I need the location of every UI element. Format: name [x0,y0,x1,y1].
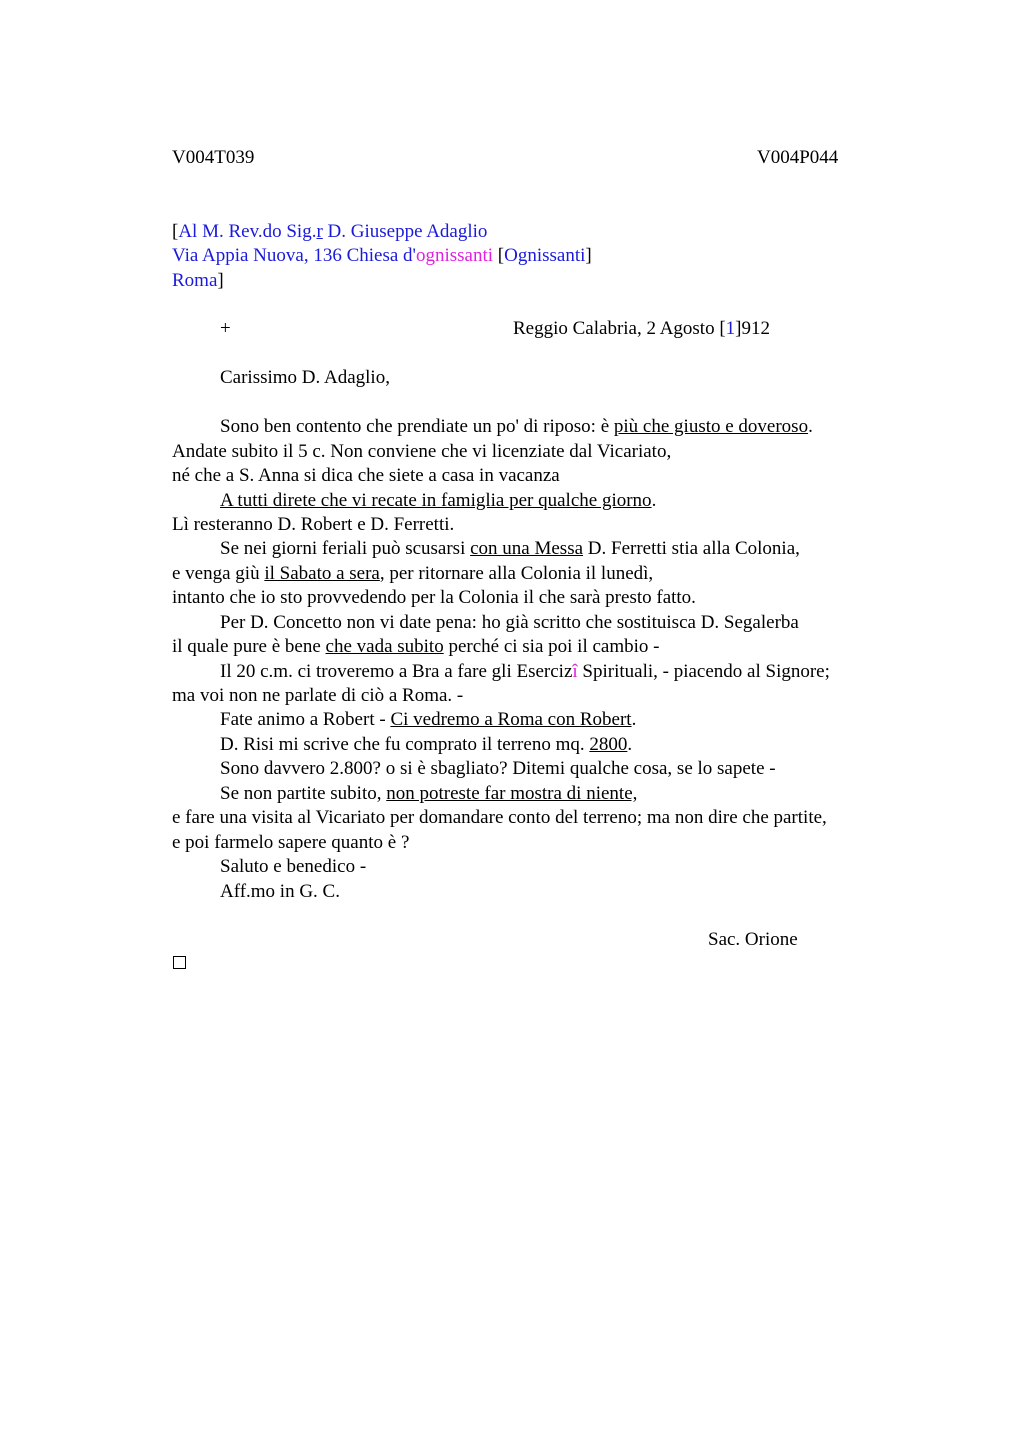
dateline-place-date: Reggio Calabria, 2 Agosto [ [513,318,726,339]
body-line-4 [220,489,656,513]
body-text: D. Ferretti stia alla Colonia, [583,538,800,559]
bracket-close: ] [585,245,592,266]
body-underlined-text: non potreste far mostra di niente, [386,783,638,804]
body-text: perché ci sia poi il cambio - [443,636,660,657]
body-text: Se non partite subito, [220,783,387,804]
address-original-spelling: ognissanti [415,245,494,266]
address-city: Roma [172,270,218,291]
body-text: D. Risi mi scrive che fu comprato il terreno mq. [220,734,590,755]
body-line-12: ma voi non ne parlate di ciò a Roma. - [172,685,464,706]
body-line-7 [172,562,653,586]
bracket-open: [ [493,245,505,266]
body-underlined-text: A tutti direte che vi recate in famiglia per qualche giorno [220,490,652,511]
body-text: , per ritornare alla Colonia il lunedì, [379,563,654,584]
body-text: Fate animo a Robert - [220,709,391,730]
body-line-14 [220,733,632,757]
body-text: . [627,734,633,755]
dateline [513,317,770,341]
body-line-1 [220,415,813,439]
address-recipient-name: D. Giuseppe Adaglio [322,221,488,242]
body-text: . [808,416,813,437]
body-text: Spirituali, - piacendo al Signore; [577,661,830,682]
body-text: e venga giù [172,563,265,584]
address-street: Via Appia Nuova, 136 Chiesa d' [172,245,416,266]
body-underlined-text: più che giusto e doveroso [613,416,809,437]
body-underlined-text: che vada subito [325,636,444,657]
body-text: . [631,709,637,730]
body-line-6 [220,537,800,561]
body-text: il quale pure è bene [172,636,326,657]
body-line-11 [220,660,830,684]
body-line-10 [172,635,660,659]
address-superscript-r: r [316,221,323,242]
body-line-20: Aff.mo in G. C. [220,881,340,902]
body-line-9: Per D. Concetto non vi date pena: ho già scritto che sostituisca D. Segalerba [220,612,799,633]
body-text: Sono ben contento che prendiate un po' di riposo: è [220,416,614,437]
address-corrected-spelling: Ognissanti [504,245,586,266]
address-line-1 [172,220,487,244]
body-underlined-text: Ci vedremo a Roma con Robert [390,709,632,730]
salutation: Carissimo D. Adaglio, [220,367,390,388]
address-recipient-title: Al M. Rev.do Sig. [178,221,317,242]
dateline-year-rest: ]912 [735,318,770,339]
address-line-3 [172,269,224,293]
body-variant-char: î [572,661,578,682]
body-line-17: e fare una visita al Vicariato per domandare conto del terreno; ma non dire che partite, [172,807,827,828]
document-code-right: V004P044 [757,147,839,168]
body-line-16 [220,782,637,806]
body-line-8: intanto che io sto provvedendo per la Colonia il che sarà presto fatto. [172,587,696,608]
body-line-5: Lì resteranno D. Robert e D. Ferretti. [172,514,455,535]
dateline-year-digit: 1 [725,318,736,339]
body-line-19: Saluto e benedico - [220,856,367,877]
body-underlined-text: 2800 [589,734,628,755]
body-line-15: Sono davvero 2.800? o si è sbagliato? Ditemi qualche cosa, se lo sapete - [220,758,776,779]
checkbox[interactable] [173,956,186,969]
body-underlined-text: il Sabato a sera [264,563,380,584]
body-text: . [651,490,657,511]
address-line-2 [172,244,592,268]
body-line-13 [220,708,636,732]
body-line-18: e poi farmelo sapere quanto è ? [172,832,410,853]
body-underlined-text: con una Messa [470,538,584,559]
body-text: Il 20 c.m. ci troveremo a Bra a fare gli Eserciz [220,661,573,682]
cross-symbol: + [220,318,231,339]
body-text: Se nei giorni feriali può scusarsi [220,538,471,559]
body-line-2: Andate subito il 5 c. Non conviene che vi licenziate dal Vicariato, [172,441,672,462]
body-line-3: né che a S. Anna si dica che siete a casa in vacanza [172,465,560,486]
document-code-left: V004T039 [172,147,255,168]
signature: Sac. Orione [708,929,798,950]
bracket-open: [ [172,221,179,242]
bracket-close: ] [217,270,224,291]
